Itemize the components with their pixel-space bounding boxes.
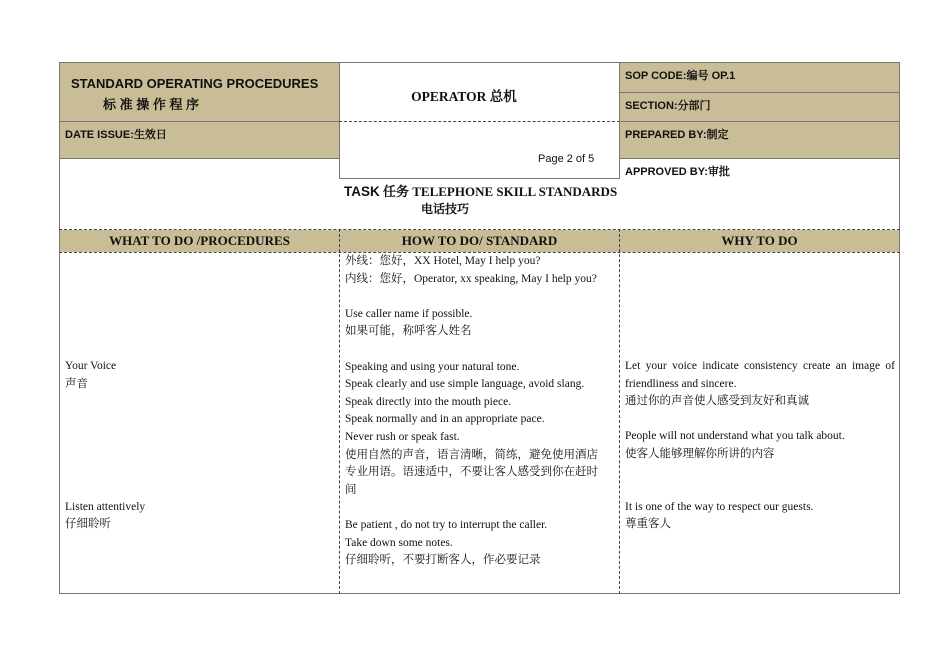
sop-title-cn: 标 准 操 作 程 序	[103, 97, 200, 112]
how-line: 内线：您好，Operator, xx speaking, May I help you?	[345, 272, 597, 285]
how-line: Speaking and using your natural tone.	[345, 360, 520, 373]
why-line: It is one of the way to respect our guests.	[625, 500, 814, 513]
what-line: 仔细聆听	[65, 518, 111, 531]
col-header-why: WHY TO DO	[721, 233, 798, 248]
how-line	[345, 499, 615, 517]
how-line: 使用自然的声音，语言清晰，简练，避免使用酒店	[345, 448, 598, 461]
how-column	[345, 253, 615, 570]
how-line	[345, 341, 615, 359]
section-label: SECTION:分部门	[625, 100, 711, 112]
how-line: Use caller name if possible.	[345, 307, 473, 320]
why-line: Let your voice indicate consistency create an image of	[625, 360, 895, 372]
date-issue: DATE ISSUE:生效日	[65, 129, 167, 141]
why-line: friendliness and sincere.	[625, 377, 737, 390]
sop-title: STANDARD OPERATING PROCEDURES	[71, 76, 319, 91]
col-header-what: WHAT TO DO /PROCEDURES	[109, 233, 290, 248]
how-line: Speak clearly and use simple language, avoid slang.	[345, 378, 585, 391]
how-line: 专业用语。语速适中，不要让客人感受到你在赶时	[345, 466, 598, 479]
operator-title: OPERATOR 总机	[411, 89, 517, 104]
what-line: 声音	[65, 377, 88, 390]
sop-code: SOP CODE:编号 OP.1	[625, 70, 736, 82]
why-line: 使客人能够理解你所讲的内容	[625, 447, 775, 460]
why-line	[625, 464, 895, 482]
how-line: Never rush or speak fast.	[345, 430, 460, 443]
prepared-by: PREPARED BY:制定	[625, 129, 729, 141]
how-line: 如果可能，称呼客人姓名	[345, 325, 472, 338]
how-line: 仔细聆听，不要打断客人，作必要记录	[345, 554, 541, 567]
how-line: 间	[345, 483, 357, 496]
how-line: Take down some notes.	[345, 536, 453, 549]
approved-by: APPROVED BY:审批	[625, 166, 730, 178]
why-line	[625, 481, 895, 499]
task-label: TASK	[344, 184, 380, 199]
why-line	[625, 411, 895, 429]
how-line: Speak directly into the mouth piece.	[345, 395, 512, 408]
task-title: 任务 TELEPHONE SKILL STANDARDS	[379, 184, 618, 199]
page-number: Page 2 of 5	[538, 153, 595, 165]
how-line: Speak normally and in an appropriate pace.	[345, 413, 545, 426]
why-column	[625, 358, 895, 534]
task-subtitle: 电话技巧	[421, 202, 470, 216]
task-heading	[344, 181, 617, 200]
why-line: 通过你的声音使人感受到友好和真诚	[625, 395, 809, 408]
title-block-bg	[60, 63, 339, 122]
how-line: Be patient , do not try to interrupt the caller.	[345, 518, 548, 531]
why-line: People will not understand what you talk about.	[625, 430, 845, 443]
how-line	[345, 288, 615, 306]
what-line: Your Voice	[65, 360, 117, 372]
what-line: Listen attentively	[65, 500, 146, 513]
col-header-how: HOW TO DO/ STANDARD	[401, 233, 558, 248]
why-line: 尊重客人	[625, 518, 671, 531]
how-line: 外线：您好，XX Hotel, May I help you?	[345, 255, 541, 267]
